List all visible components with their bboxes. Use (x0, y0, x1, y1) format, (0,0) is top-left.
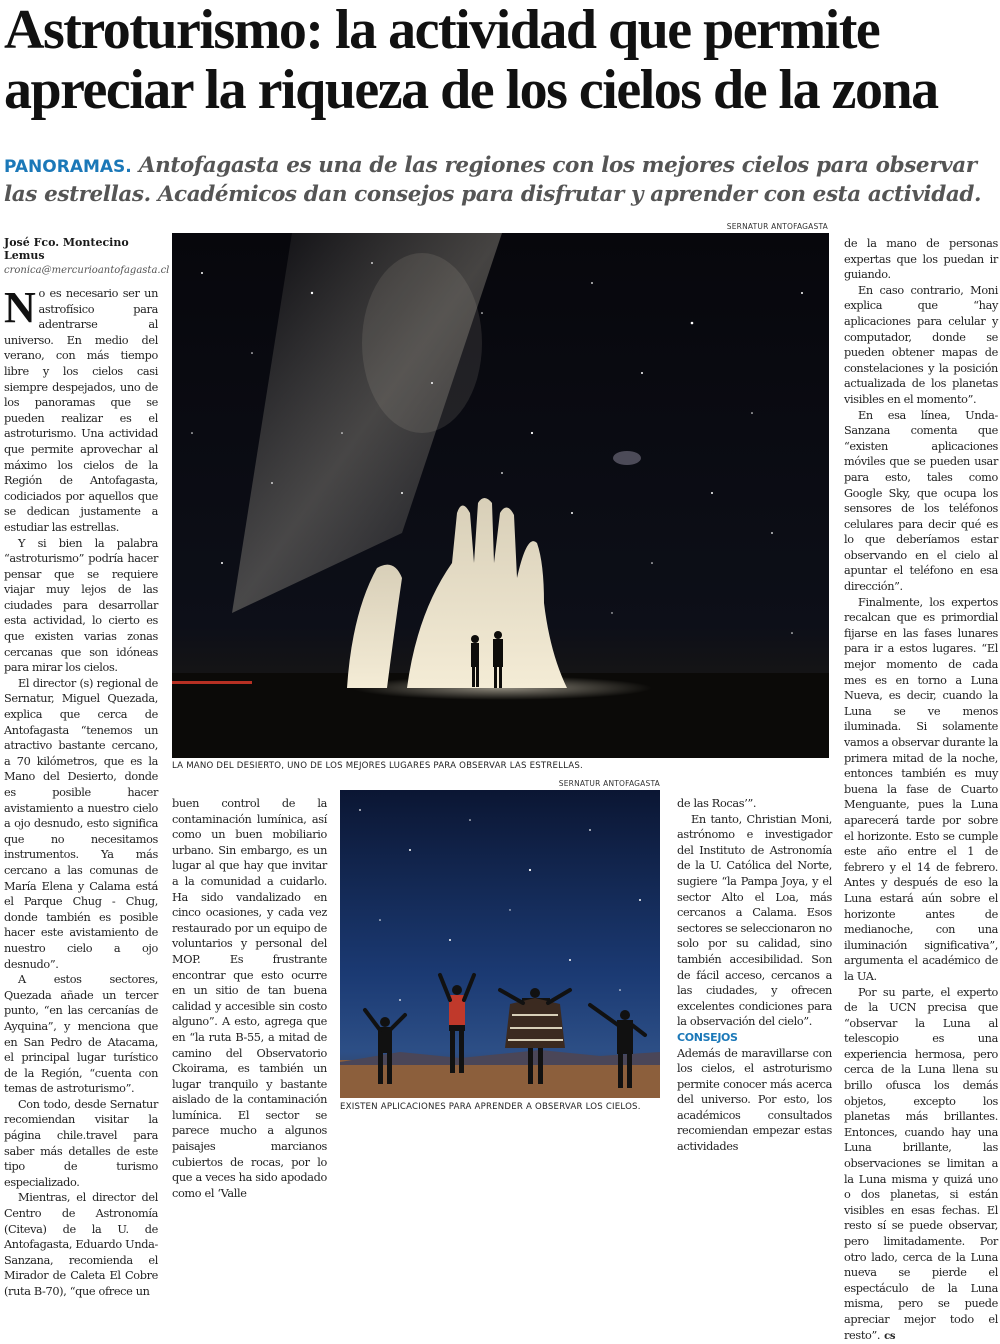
author-email[interactable]: cronica@mercurioantofagasta.cl (4, 265, 164, 276)
article-subhead (4, 152, 998, 208)
paragraph: Además de maravillarse con los cielos, el astroturismo permite conocer más acerca del universo. Por esto, los académicos consultados recomiendan empezar estas actividades (677, 1046, 832, 1155)
paragraph: de la mano de personas expertas que los puedan ir guiando. (844, 236, 998, 283)
end-mark: cs (884, 1331, 895, 1342)
section-tag: PANORAMAS. (4, 157, 132, 177)
section-heading: CONSEJOS (677, 1030, 832, 1046)
paragraph: Mientras, el director del Centro de Astronomía (Citeva) de la U. de Antofagasta, Eduardo Unda-Sanzana, recomienda el Mirador de Caleta El Cobre (ruta B-70), “que ofrece un (4, 1190, 158, 1299)
paragraph-text: Por su parte, el experto de la UCN precisa que “observar la Luna al telescopio es una experiencia hermosa, pero cerca de la Luna llena su brillo ofusca los demás objetos, excepto los planetas más brillantes. Entonces, cuando hay una Luna brillante, las observaciones se limitan a la Luna misma y quizá uno o dos planetas, si están visibles en esas fechas. El resto sí se puede observar, pero limitadamente. Por otro lado, cerca de la Luna nueva se pierde el espectáculo de la Luna misma, pero se puede apreciar mejor todo el resto”. (844, 986, 998, 1342)
lead-paragraph (4, 286, 158, 536)
column-1 (4, 286, 158, 1300)
headline-line-1: Astroturismo: la actividad que permite (4, 0, 998, 60)
paragraph: Y si bien la palabra “astroturismo” podría hacer pensar que se requiere viajar muy lejos de las ciudades para desarrollar esta actividad, lo cierto es que existen varias zonas cercanas que son idóneas para mirar los cielos. (4, 536, 158, 676)
hand-of-desert-photo (172, 233, 829, 758)
column-2 (172, 796, 327, 1201)
author-name: José Fco. Montecino Lemus (4, 236, 164, 262)
drop-cap: N (4, 289, 35, 327)
paragraph: En esa línea, Unda-Sanzana comenta que “existen aplicaciones móviles que se pueden usar para esto, tales como Google Sky, que ocupa los sensores de los teléfonos celulares para decir qué es lo que deberíamos estar observando en el cielo al apuntar el teléfono en esa dirección”. (844, 408, 998, 595)
paragraph (844, 985, 998, 1344)
photo-credit-top: SERNATUR ANTOFAGASTA (700, 222, 828, 231)
paragraph: En caso contrario, Moni explica que “hay aplicaciones para celular y computador, donde se pueden obtener mapas de constelaciones y la posición actualizada de los planetas visibles en el momento”. (844, 283, 998, 408)
article-headline (4, 0, 998, 120)
photo-credit-bottom: SERNATUR ANTOFAGASTA (530, 779, 660, 788)
column-5 (844, 236, 998, 1344)
column-4 (677, 796, 832, 1155)
headline-line-2: apreciar la riqueza de los cielos de la zona (4, 60, 998, 120)
stargazers-photo (340, 790, 660, 1098)
paragraph: buen control de la contaminación lumínica, así como un buen mobiliario urbano. Sin embargo, es un lugar al que hay que invitar a la comunidad a cuidarlo. Ha sido vandalizado en cinco ocasiones, y cada vez restaurado por un equipo de voluntarios y personal del MOP. Es frustrante encontrar que esto ocurre en un sitio de tan buena calidad y accesible sin costo alguno”. A esto, agrega que en “la ruta B-55, a mitad de camino del Observatorio Ckoirama, es también un lugar tranquilo y bastante aislado de la contaminación lumínica. El sector se parece mucho a algunos paisajes marcianos cubiertos de rocas, por lo que a veces ha sido apodado como el ‘Valle (172, 796, 327, 1201)
paragraph: Finalmente, los expertos recalcan que es primordial fijarse en las fases lunares para ir a estos lugares. “El mejor momento de cada mes es en torno a Luna Nueva, es decir, cuando la Luna se ve menos iluminada. Si solamente vamos a observar durante la primera mitad de la noche, entonces también es muy buena la fase de Cuarto Menguante, pues la Luna aparecerá tarde por sobre el horizonte. Esto se cumple este año entre el 1 de febrero y el 14 de febrero. Antes y después de eso la Luna estará aún sobre el horizonte antes de medianoche, con una iluminación significativa”, argumenta el académico de la UA. (844, 595, 998, 985)
subhead-text: Antofagasta es una de las regiones con los mejores cielos para observar las estrellas. Académicos dan consejos para disfrutar y aprender con esta actividad. (4, 153, 981, 207)
paragraph-text: o es necesario ser un astrofísico para adentrarse al universo. En medio del verano, con más tiempo libre y los cielos casi siempre despejados, uno de los panoramas que se pueden realizar es el astroturismo. Una actividad que permite aprovechar al máximo los cielos de la Región de Antofagasta, codiciados por aquellos que se dedican justamente a estudiar las estrellas. (4, 287, 158, 534)
byline (4, 236, 164, 276)
photo-caption-bottom: EXISTEN APLICACIONES PARA APRENDER A OBSERVAR LOS CIELOS. (340, 1102, 660, 1112)
paragraph: A estos sectores, Quezada añade un tercer punto, “en las cercanías de Ayquina”, y menciona que en San Pedro de Atacama, el principal lugar turístico de la Región, “cuenta con temas de astroturismo”. (4, 972, 158, 1097)
photo-caption-top: LA MANO DEL DESIERTO, UNO DE LOS MEJORES LUGARES PARA OBSERVAR LAS ESTRELLAS. (172, 761, 829, 771)
paragraph: Con todo, desde Sernatur recomiendan visitar la página chile.travel para saber más detalles de este tipo de turismo especializado. (4, 1097, 158, 1191)
paragraph: El director (s) regional de Sernatur, Miguel Quezada, explica que cerca de Antofagasta “tenemos un atractivo bastante cercano, a 70 kilómetros, que es la Mano del Desierto, donde es posible hacer avistamiento a nuestro cielo a ojo desnudo, esto significa que no necesitamos instrumentos. Ya más cercano a las comunas de María Elena y Calama está el Parque Chug - Chug, donde también es posible hacer este avistamiento de nuestro cielo a ojo desnudo”. (4, 676, 158, 972)
paragraph: de las Rocas’”. (677, 796, 832, 812)
paragraph: En tanto, Christian Moni, astrónomo e investigador del Instituto de Astronomía de la U. Católica del Norte, sugiere “la Pampa Joya, y el sector Alto el Loa, más cercanos a Calama. Esos sectores se seleccionaron no solo por su calidad, sino también accesibilidad. Son de fácil acceso, cercanos a las ciudades, y ofrecen excelentes condiciones para la observación del cielo”. (677, 812, 832, 1030)
